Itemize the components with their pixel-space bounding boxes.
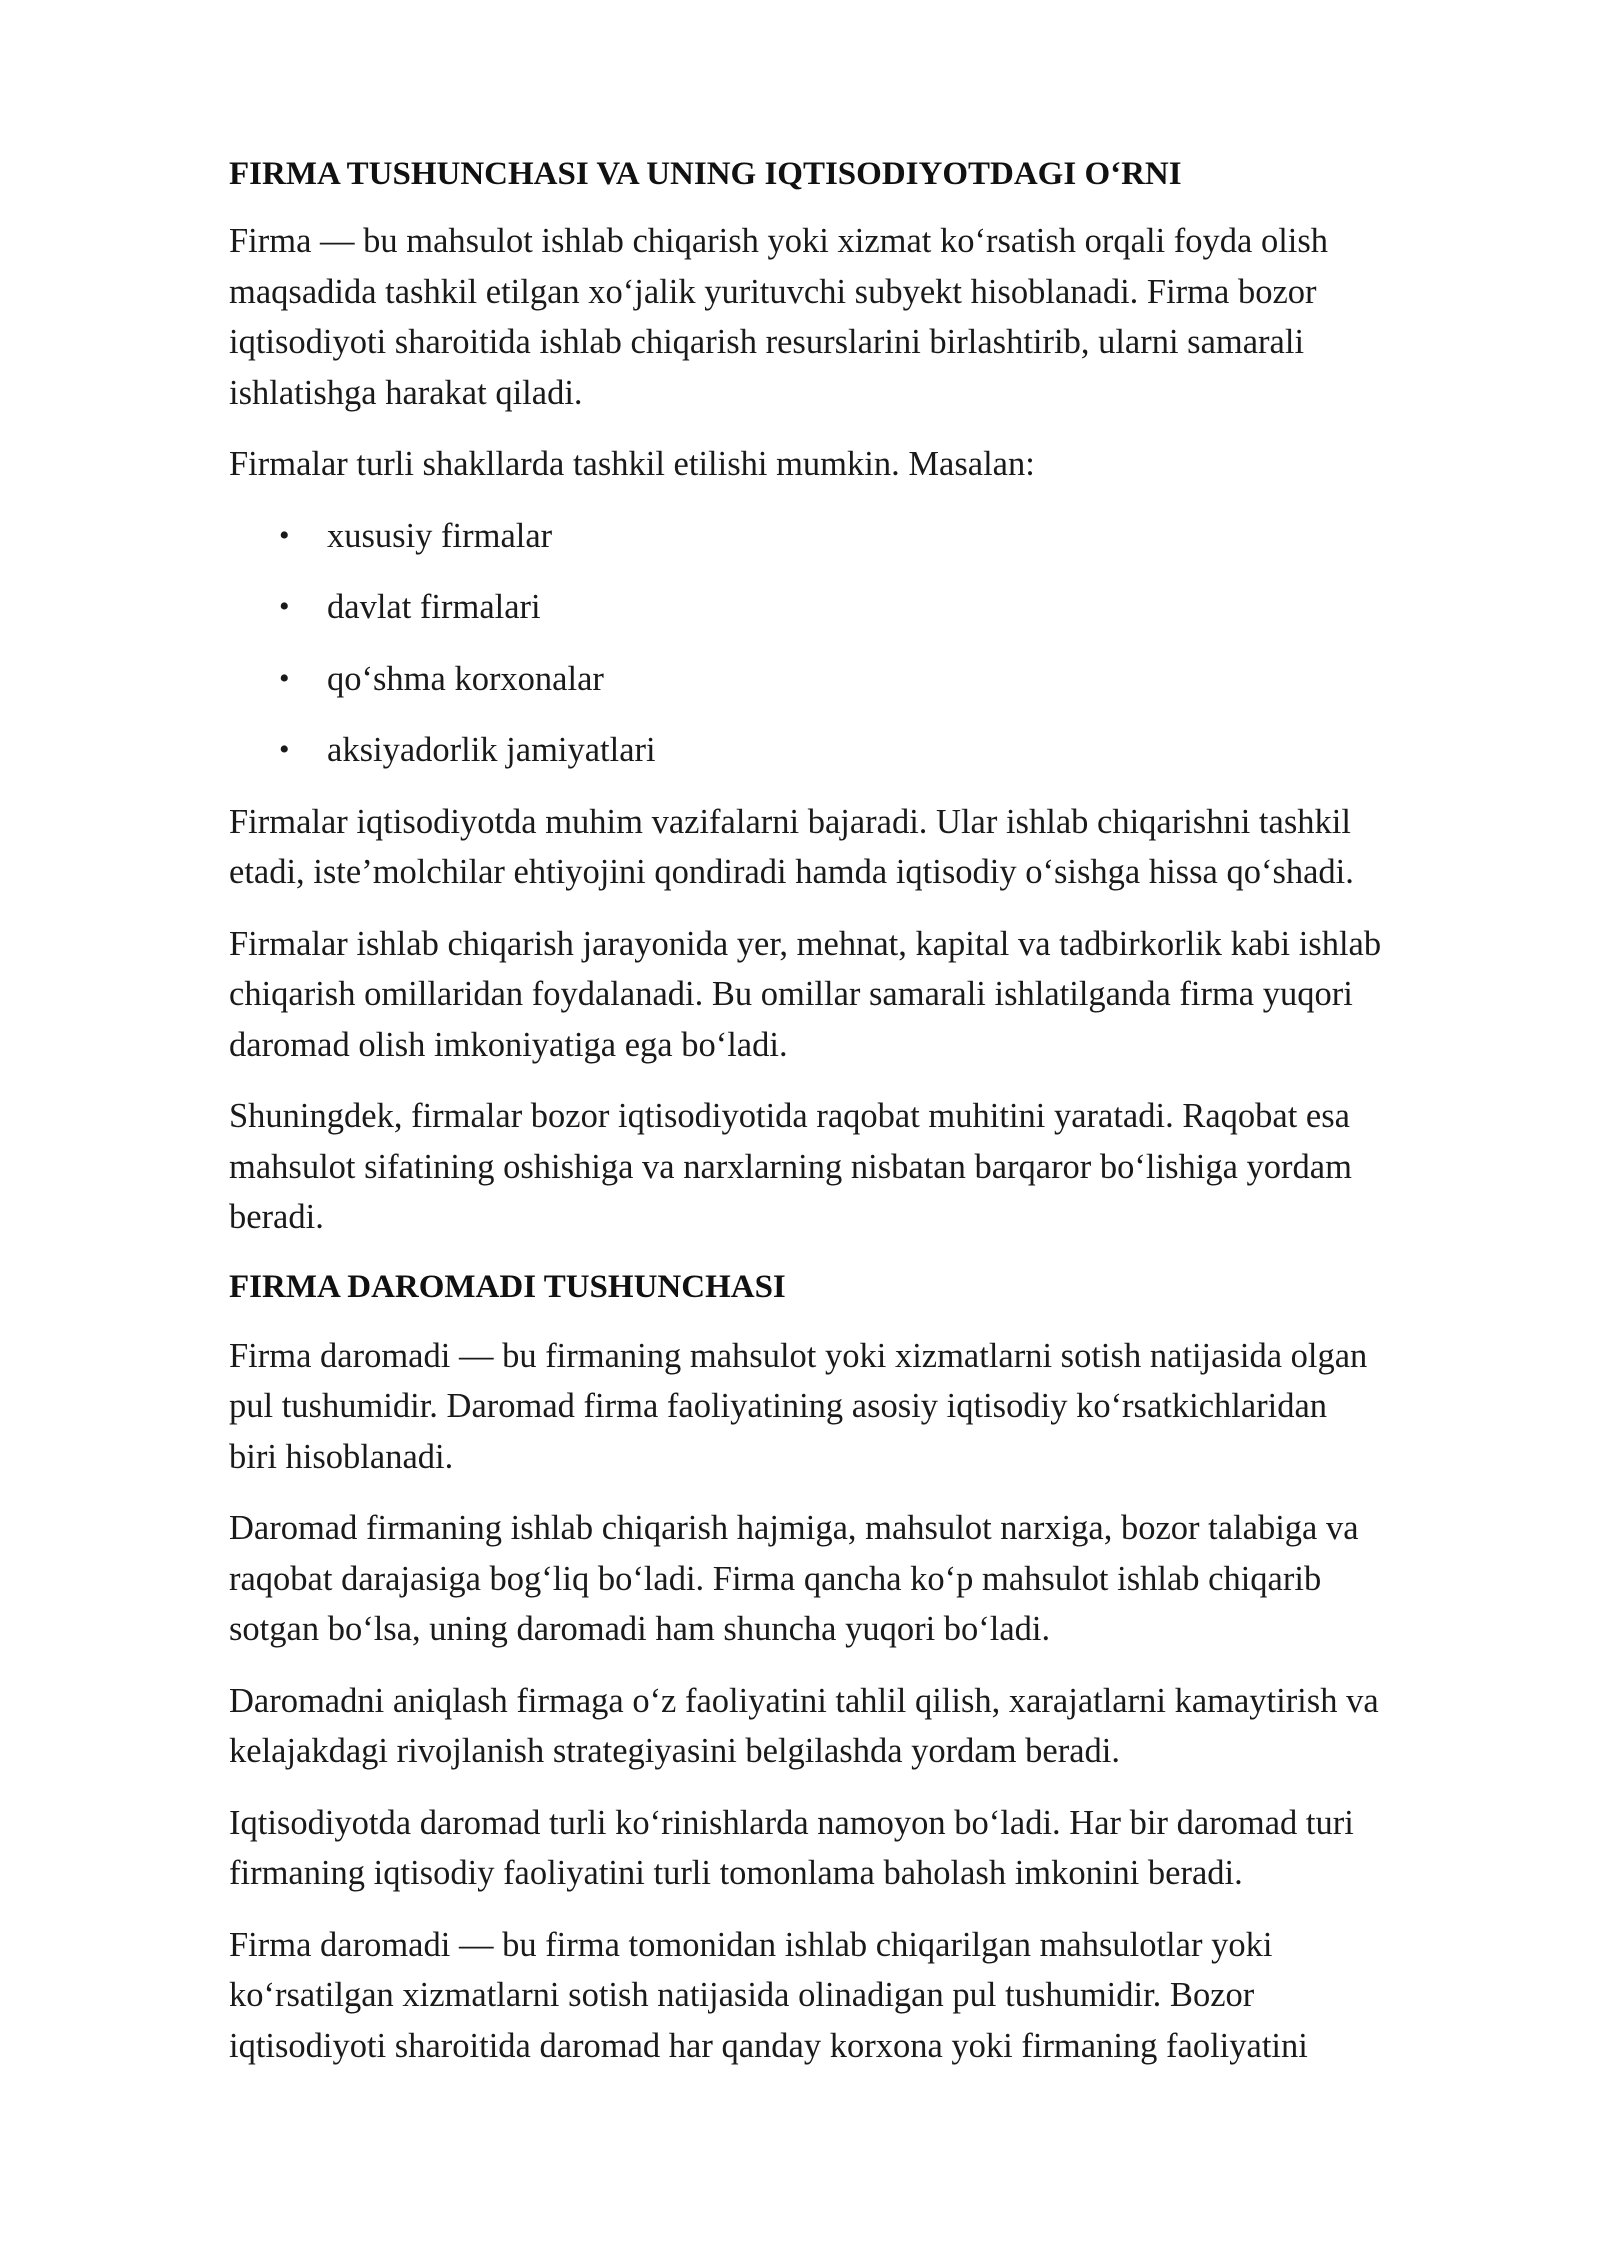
list-item — [229, 654, 1504, 705]
section-heading-firma: FIRMA TUSHUNCHASI VA UNING IQTISODIYOTDAGI O‘RNI — [229, 156, 1182, 192]
text-line: biri hisoblanadi. — [229, 1437, 454, 1476]
paragraph — [229, 1091, 1504, 1243]
text-line: Firma — bu mahsulot ishlab chiqarish yoki xizmat ko‘rsatish orqali foyda olish — [229, 222, 1329, 260]
text-line: firmaning iqtisodiy faoliyatini turli tomonlama baholash imkonini beradi. — [229, 1854, 1243, 1892]
paragraph — [229, 1331, 1504, 1483]
text-line: pul tushumidir. Daromad firma faoliyatining asosiy iqtisodiy ko‘rsatkichlaridan — [229, 1387, 1328, 1425]
firm-types-list — [229, 511, 1504, 776]
text-line: chiqarish omillaridan foydalanadi. Bu omillar samarali ishlatilganda firma yuqori — [229, 975, 1353, 1013]
text-line: Firmalar turli shakllarda tashkil etilishi mumkin. Masalan: — [229, 445, 1035, 483]
list-item — [229, 725, 1504, 776]
text-line: sotgan bo‘lsa, uning daromadi ham shuncha yuqori bo‘ladi. — [229, 1610, 1051, 1648]
section-heading-daromad: FIRMA DAROMADI TUSHUNCHASI — [229, 1268, 786, 1305]
list-item-text: davlat firmalari — [327, 588, 541, 626]
text-line: Firmalar iqtisodiyotda muhim vazifalarni bajaradi. Ular ishlab chiqarishni tashkil — [229, 802, 1351, 841]
text-line: mahsulot sifatining oshishiga va narxlarning nisbatan barqaror bo‘lishiga yordam — [229, 1147, 1352, 1186]
text-line: Daromad firmaning ishlab chiqarish hajmiga, mahsulot narxiga, bozor talabiga va — [229, 1509, 1359, 1547]
paragraph — [229, 797, 1504, 898]
bullet-icon: • — [279, 661, 290, 695]
text-line: Daromadni aniqlash firmaga o‘z faoliyatini tahlil qilish, xarajatlarni kamaytirish va — [229, 1681, 1379, 1720]
list-item-text: qo‘shma korxonalar — [327, 659, 604, 698]
bullet-icon: • — [279, 733, 290, 766]
text-line: beradi. — [229, 1198, 324, 1236]
text-line: Shuningdek, firmalar bozor iqtisodiyotida raqobat muhitini yaratadi. Raqobat esa — [229, 1097, 1350, 1135]
text-line: etadi, iste’molchilar ehtiyojini qondiradi hamda iqtisodiy o‘sishga hissa qo‘shadi. — [229, 853, 1354, 891]
text-line: Iqtisodiyotda daromad turli ko‘rinishlarda namoyon bo‘ladi. Har bir daromad turi — [229, 1803, 1354, 1842]
document-page — [229, 152, 1504, 2092]
paragraph — [229, 1920, 1504, 2072]
bullet-icon: • — [279, 590, 290, 623]
paragraph — [229, 1503, 1504, 1655]
paragraph — [229, 439, 1504, 490]
paragraph — [229, 919, 1504, 1071]
text-line: iqtisodiyoti sharoitida ishlab chiqarish resurslarini birlashtirib, ularni samarali — [229, 323, 1305, 361]
text-line: Firma daromadi — bu firmaning mahsulot yoki xizmatlarni sotish natijasida olgan — [229, 1336, 1368, 1375]
paragraph — [229, 216, 1504, 418]
text-line: ishlatishga harakat qiladi. — [229, 373, 583, 412]
list-item — [229, 582, 1504, 633]
text-line: daromad olish imkoniyatiga ega bo‘ladi. — [229, 1025, 788, 1064]
text-line: raqobat darajasiga bog‘liq bo‘ladi. Firma qancha ko‘p mahsulot ishlab chiqarib — [229, 1559, 1322, 1598]
paragraph — [229, 1676, 1504, 1777]
bullet-icon: • — [279, 518, 290, 552]
paragraph — [229, 1798, 1504, 1899]
text-line: kelajakdagi rivojlanish strategiyasini belgilashda yordam beradi. — [229, 1732, 1120, 1770]
list-item — [229, 511, 1504, 562]
text-line: ko‘rsatilgan xizmatlarni sotish natijasida olinadigan pul tushumidir. Bozor — [229, 1976, 1255, 2014]
text-line: maqsadida tashkil etilgan xo‘jalik yurituvchi subyekt hisoblanadi. Firma bozor — [229, 272, 1317, 311]
text-line: Firmalar ishlab chiqarish jarayonida yer, mehnat, kapital va tadbirkorlik kabi ishlab — [229, 924, 1382, 963]
list-item-text: xususiy firmalar — [327, 516, 553, 555]
text-line: Firma daromadi — bu firma tomonidan ishlab chiqarilgan mahsulotlar yoki — [229, 1925, 1273, 1964]
text-line: iqtisodiyoti sharoitida daromad har qanday korxona yoki firmaning faoliyatini — [229, 2026, 1308, 2065]
list-item-text: aksiyadorlik jamiyatlari — [327, 731, 656, 769]
